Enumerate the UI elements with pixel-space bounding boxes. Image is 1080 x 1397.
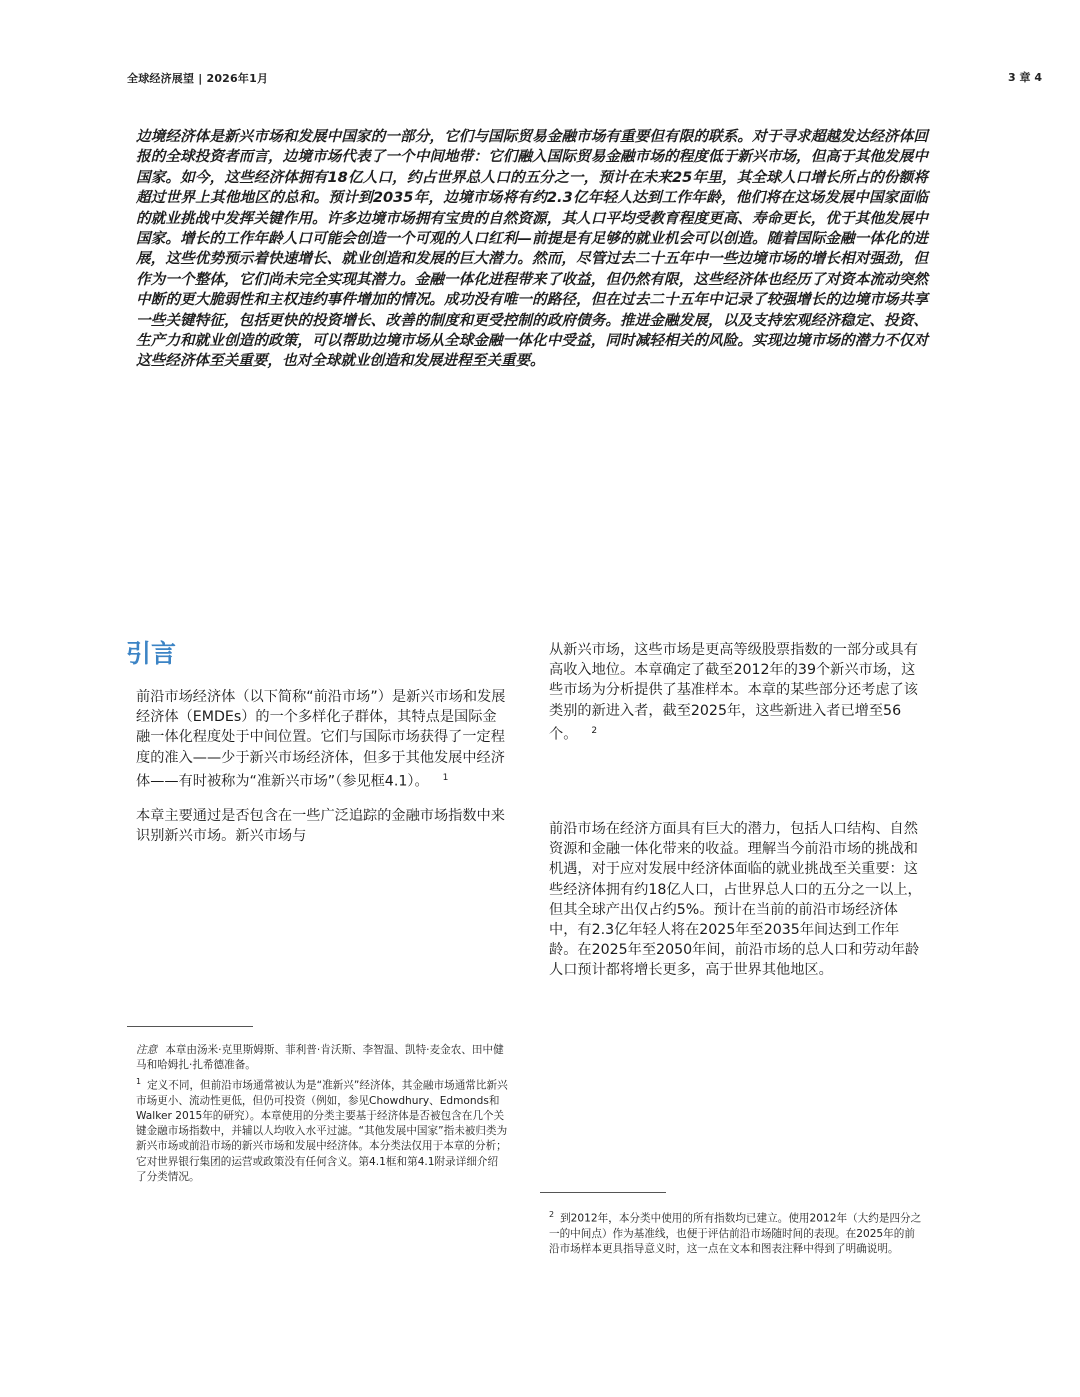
footnote-divider-right [540,1192,666,1193]
footnote-2-number: 2 [549,1210,555,1219]
intro-paragraph-3 [549,640,923,745]
authors-note [136,1043,508,1073]
intro-paragraph-4: 前沿市场在经济方面具有巨大的潜力，包括人口结构、自然资源和金融一体化带来的收益。理解当今前沿市场的挑战和机遇，对于应对发展中经济体面临的就业挑战至关重要：这些经济体拥有约18亿人口，占世界总人口的五分之一以上，但其全球产出仅占约5%。预计在当前的前沿市场经济体中，有2.3亿年轻人将在2025年至2035年间达到工作年龄。在2025年至2050年间，前沿市场的总人口和劳动年龄人口预计都将增长更多，高于世界其他地区。 [549,821,922,979]
footnote-2-text: 到2012年，本分类中使用的所有指数均已建立。使用2012年（大约是四分之一的中间点）作为基准线，也便于评估前沿市场随时间的表现。在2025年的前沿市场样本更具指导意义时，这一点在文本和图表注释中得到了明确说明。 [549,1212,922,1255]
footnote-1-text: 定义不同，但前沿市场通常被认为是“准新兴”经济体，其金融市场通常比新兴市场更小、流动性更低，但仍可投资（例如，参见Chowdhury、Edmonds和Walker 2015年的研究）。本章使用的分类主要基于经济体是否被包含在几个关键金融市场指数中，并辅以人均收入水平过滤。“其他发展中国家”指未被归类为新兴市场或前沿市场的新兴市场和发展中经济体。本分类法仅用于本章的分析；它对世界银行集团的运营或政策没有任何含义。第4.1框和第4.1附录详细介绍了分类情况。 [136,1079,508,1183]
intro-paragraph-1-text: 前沿市场经济体（以下简称“前沿市场”）是新兴市场和发展经济体（EMDEs）的一个多样化子群体，其特点是国际金融一体化程度处于中间位置。它们与国际市场获得了一定程度的准入——少于新兴市场经济体，但多于其他发展中经济体——有时被称为“准新兴市场”（参见框4.1）。 [136,689,506,790]
footnote-ref-2[interactable]: 2 [591,725,598,736]
intro-paragraph-1 [136,687,508,792]
footnote-2 [549,1207,923,1257]
intro-paragraph-2: 本章主要通过是否包含在一些广泛追踪的金融市场指数中来识别新兴市场。新兴市场与 [136,808,505,845]
note-text: 本章由汤米·克里斯姆斯、菲利普·肯沃斯、李智温、凯特·麦金农、田中健马和哈姆扎·扎希德准备。 [136,1044,504,1072]
intro-paragraph-3-text: 从新兴市场，这些市场是更高等级股票指数的一部分或具有高收入地位。本章确定了截至2012年的39个新兴市场，这些市场为分析提供了基准样本。本章的某些部分还考虑了该类别的新进入者，截至2025年，这些新进入者已增至56个。 [549,642,918,743]
footnote-1 [136,1074,508,1185]
chapter-abstract: 边境经济体是新兴市场和发展中国家的一部分，它们与国际贸易金融市场有重要但有限的联系。对于寻求超越发达经济体回报的全球投资者而言，边境市场代表了一个中间地带：它们融入国际贸易金融市场的程度低于新兴市场，但高于其他发展中国家。如今，这些经济体拥有18亿人口，约占世界总人口的五分之一，预计在未来25年里，其全球人口增长所占的份额将超过世界上其他地区的总和。预计到2035年，边境市场将有约2.3亿年轻人达到工作年龄，他们将在这场发展中国家面临的就业挑战中发挥关键作用。许多边境市场拥有宝贵的自然资源，其人口平均受教育程度更高、寿命更长，优于其他发展中国家。增长的工作年龄人口可能会创造一个可观的人口红利—前提是有足够的就业机会可以创造。随着国际金融一体化的进展，这些优势预示着快速增长、就业创造和发展的巨大潜力。然而，尽管过去二十五年中一些边境市场的增长相对强劲，但作为一个整体，它们尚未完全实现其潜力。金融一体化进程带来了收益，但仍然有限，这些经济体也经历了对资本流动突然中断的更大脆弱性和主权违约事件增加的情况。成功没有唯一的路径，但在过去二十五年中记录了较强增长的边境市场共享一些关键特征，包括更快的投资增长、改善的制度和更受控制的政府债务。推进金融发展，以及支持宏观经济稳定、投资、生产力和就业创造的政策，可以帮助边境市场从全球金融一体化中受益，同时减轻相关的风险。实现边境市场的潜力不仅对这些经济体至关重要，也对全球就业创造和发展进程至关重要。 [136,128,928,370]
footnote-1-number: 1 [136,1077,142,1086]
footnote-ref-1[interactable]: 1 [442,772,449,783]
section-heading-introduction: 引言 [126,639,177,668]
footnote-divider-left [127,1026,253,1027]
page-number: 3 章 4 [1008,71,1042,84]
note-label: 注意 [136,1044,158,1056]
running-header: 全球经济展望 | 2026年1月 [127,72,269,85]
